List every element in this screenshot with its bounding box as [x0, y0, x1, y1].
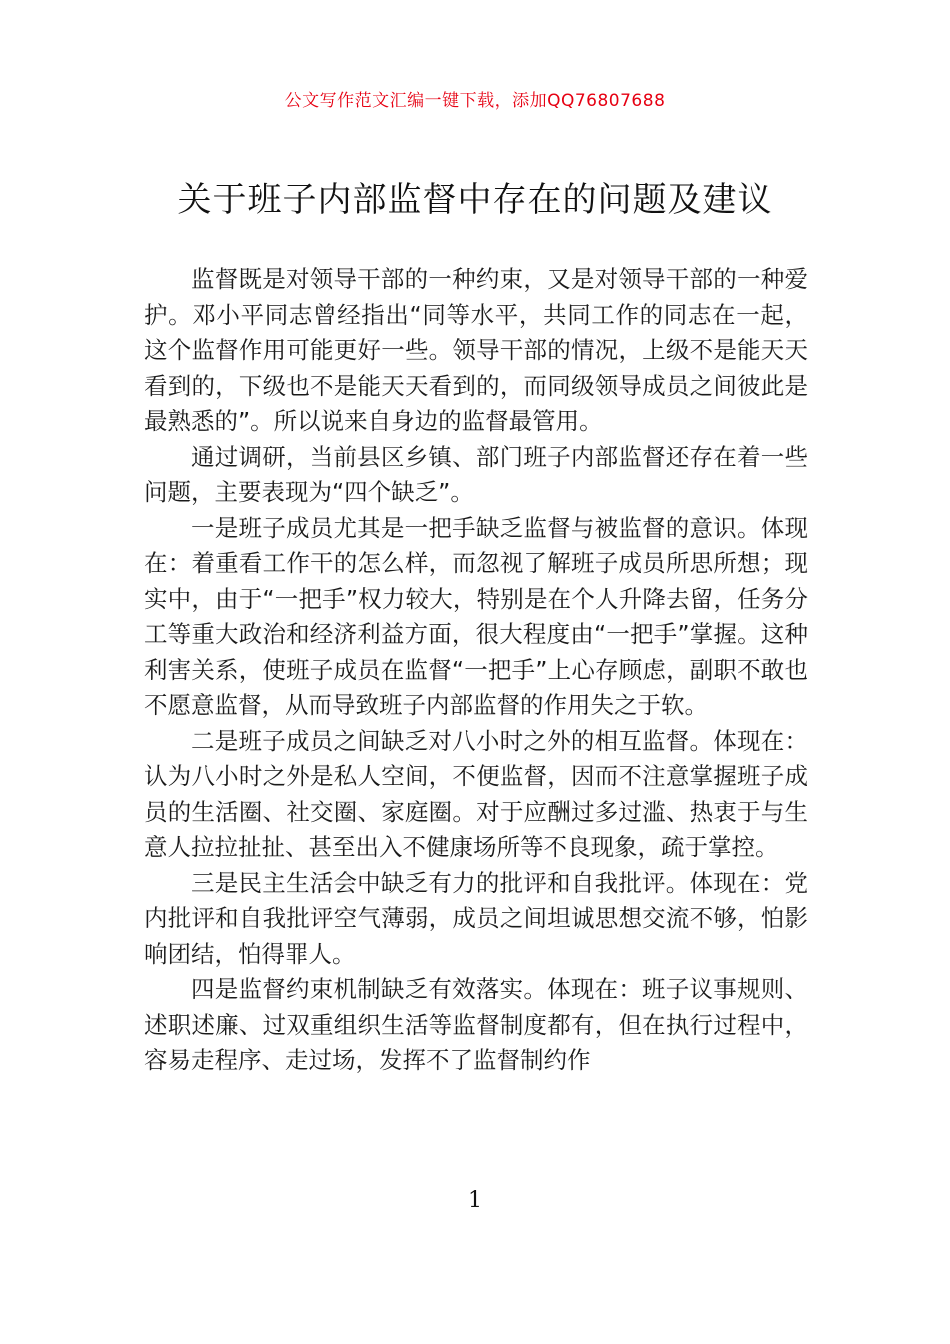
paragraph-issue-2: 二是班子成员之间缺乏对八小时之外的相互监督。体现在：认为八小时之外是私人空间，不便监督，因而不注意掌握班子成员的生活圈、社交圈、家庭圈。对于应酬过多过滥、热衷于与生意人拉拉扯扯、甚至出入不健康场所等不良现象，疏于掌控。	[144, 726, 808, 861]
download-notice: 公文写作范文汇编一键下载，添加QQ76807688	[284, 91, 666, 111]
paragraph-issue-4: 四是监督约束机制缺乏有效落实。体现在：班子议事规则、述职述廉、过双重组织生活等监督制度都有，但在执行过程中，容易走程序、走过场，发挥不了监督制约作	[144, 975, 808, 1074]
document-title: 关于班子内部监督中存在的问题及建议	[177, 180, 773, 220]
page-number: 1	[468, 1188, 482, 1213]
paragraph-intro: 监督既是对领导干部的一种约束，又是对领导干部的一种爱护。邓小平同志曾经指出“同等水平，共同工作的同志在一起，这个监督作用可能更好一些。领导干部的情况，上级不是能天天看到的，下级也不是能天天看到的，而同级领导成员之间彼此是最熟悉的”。所以说来自身边的监督最管用。	[144, 265, 808, 435]
paragraph-issue-1: 一是班子成员尤其是一把手缺乏监督与被监督的意识。体现在：着重看工作干的怎么样，而忽视了解班子成员所思所想；现实中，由于“一把手”权力较大，特别是在个人升降去留，任务分工等重大政治和经济利益方面，很大程度由“一把手”掌握。这种利害关系，使班子成员在监督“一把手”上心存顾虑，副职不敢也不愿意监督，从而导致班子内部监督的作用失之于软。	[144, 513, 808, 719]
paragraph-overview: 通过调研，当前县区乡镇、部门班子内部监督还存在着一些问题，主要表现为“四个缺乏”。	[144, 442, 808, 506]
paragraph-issue-3: 三是民主生活会中缺乏有力的批评和自我批评。体现在：党内批评和自我批评空气薄弱，成员之间坦诚思想交流不够，怕影响团结，怕得罪人。	[144, 868, 808, 968]
document-body	[144, 262, 808, 1079]
